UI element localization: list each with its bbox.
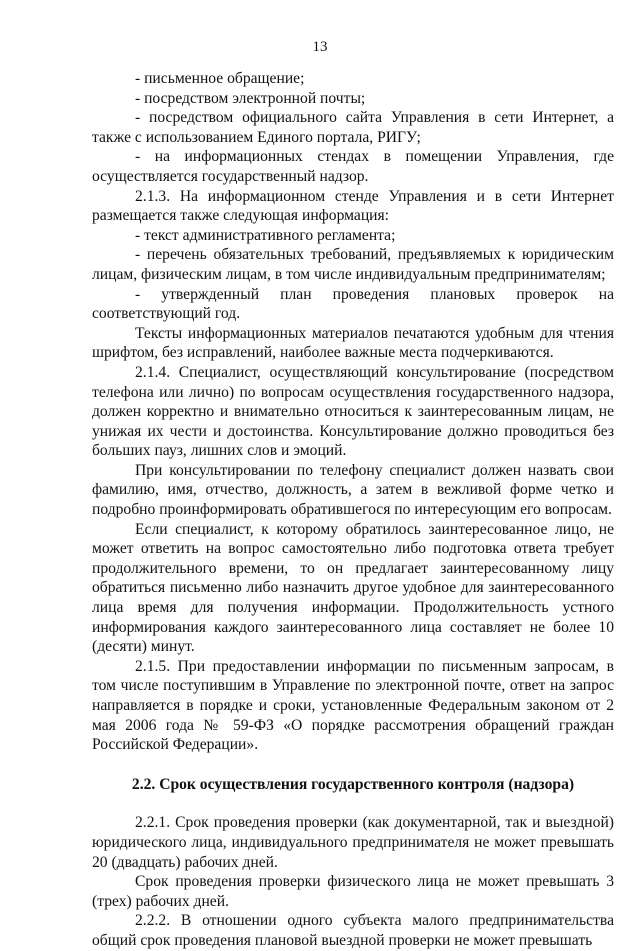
list-item-regulation-text: - текст административного регламента; xyxy=(135,226,396,244)
list-item-requirements: - перечень обязательных требований, предъявляемых к юридическим лицам, физическим лицам, в том числе индивидуальным предпринимателям; xyxy=(92,246,614,283)
page-body xyxy=(92,69,614,951)
list-item-info-stands: - на информационных стендах в помещении Управления, где осуществляется государственный надзор. xyxy=(92,148,614,185)
paragraph-info-materials: Тексты информационных материалов печатаются удобным для чтения шрифтом, без исправлений, наиболее важные места подчеркиваются. xyxy=(92,324,614,362)
list-item-official-site: - посредством официального сайта Управления в сети Интернет, а также с использованием Единого портала, РИГУ; xyxy=(92,109,614,146)
paragraph-2-1-4: 2.1.4. Специалист, осуществляющий консультирование (посредством телефона или лично) по вопросам осуществления государственного надзора, должен корректно и внимательно относиться к заинтересованным лицам, не унижая их чести и достоинства. Консультирование должно проводиться без больших пауз, лишних слов и эмоций. xyxy=(92,363,614,460)
section-heading-2-2: 2.2. Срок осуществления государственного контроля (надзора) xyxy=(131,775,575,793)
paragraph-unable-to-answer: Если специалист, к которому обратилось заинтересованное лицо, не может ответить на вопрос самостоятельно либо подготовка ответа требует продолжительного времени, то он предлагает заинтересованному лицу обратиться письменно либо назначить другое удобное для заинтересованного лица время для получения информации. Продолжительность устного информирования каждого заинтересованного лица составляет не более 10 (десяти) минут. xyxy=(92,520,614,656)
list-item-inspection-plan: - утвержденный план проведения плановых проверок на соответствующий год. xyxy=(92,285,614,323)
paragraph-individual-term: Срок проведения проверки физического лица не может превышать 3 (трех) рабочих дней. xyxy=(92,873,614,910)
list-item-written-appeal: - письменное обращение; xyxy=(135,70,305,87)
paragraph-phone-consulting: При консультировании по телефону специалист должен назвать свои фамилию, имя, отчество, должность, а затем в вежливой форме четко и подробно проинформировать обратившегося по интересующим его вопросам. xyxy=(92,461,614,519)
paragraph-2-2-2: 2.2.2. В отношении одного субъекта малого предпринимательства общий срок проведения плановой выездной проверки не может превышать xyxy=(92,912,614,949)
page-number: 13 xyxy=(312,39,328,55)
paragraph-2-2-1: 2.2.1. Срок проведения проверки (как документарной, так и выездной) юридического лица, индивидуального предпринимателя не может превышать 20 (двадцать) рабочих дней. xyxy=(92,814,614,871)
list-item-email: - посредством электронной почты; xyxy=(135,89,366,107)
paragraph-2-1-3: 2.1.3. На информационном стенде Управления и в сети Интернет размещается также следующая информация: xyxy=(92,187,614,225)
paragraph-2-1-5: 2.1.5. При предоставлении информации по письменным запросам, в том числе поступившим в Управление по электронной почте, ответ на запрос направляется в порядке и сроки, установленные Федеральным законом от 2 мая 2006 года № 59-ФЗ «О порядке рассмотрения обращений граждан Российской Федерации». xyxy=(92,657,614,754)
